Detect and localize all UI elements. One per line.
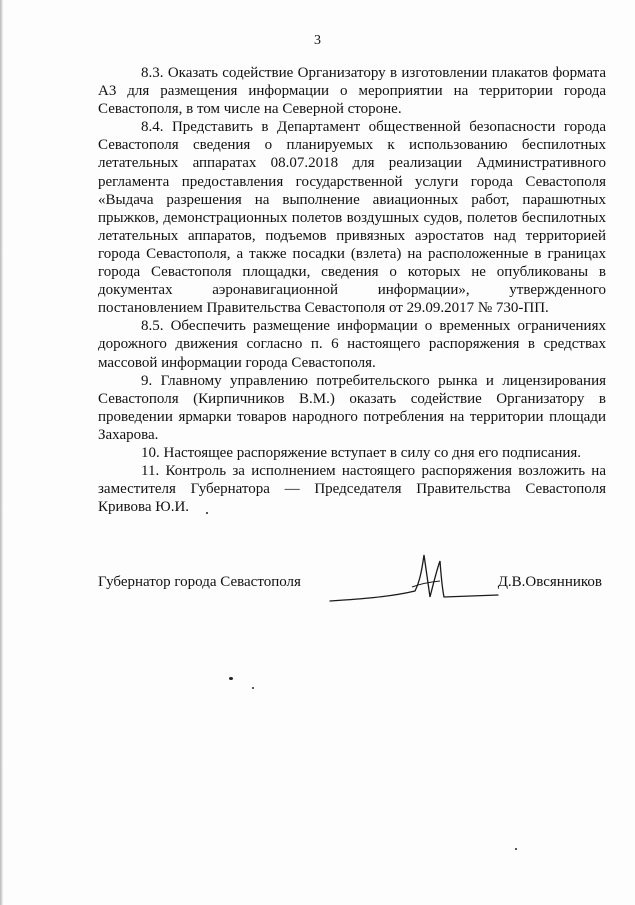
paragraph-8-3: 8.3. Оказать содействие Организатору в изготовлении плакатов формата А3 для размещения информации о мероприятии на территории города Севастополя, в том числе на Северной стороне. [98, 65, 606, 118]
signer-title: Губернатор города Севастополя [98, 574, 301, 590]
handwritten-signature [320, 551, 500, 607]
scan-edge-shadow [0, 0, 3, 905]
scan-speck [229, 677, 233, 680]
paragraph-9: 9. Главному управлению потребительского рынка и лицензирования Севастополя (Кирпичников В.М.) оказать содействие Организатору в проведении ярмарки товаров народного потребления на территории площади Захарова. [98, 372, 606, 443]
paragraph-10: 10. Настоящее распоряжение вступает в силу со дня его подписания. [141, 444, 582, 461]
page-number: 3 [314, 33, 321, 48]
paragraph-8-5: 8.5. Обеспечить размещение информации о временных ограничениях дорожного движения согласно п. 6 настоящего распоряжения в средствах массовой информации города Севастополя. [98, 318, 606, 371]
signer-name: Д.В.Овсянников [497, 574, 602, 590]
scan-speck [206, 512, 208, 514]
paragraph-11: 11. Контроль за исполнением настоящего распоряжения возложить на заместителя Губернатора — Председателя Правительства Севастополя Кривова Ю.И. [98, 463, 606, 516]
paragraph-8-4: 8.4. Представить в Департамент общественной безопасности города Севастополя сведения о планируемых к использованию беспилотных летательных аппаратах 08.07.2018 для реализации Административного регламента предоставления государственной услуги города Севастополя «Выдача разрешения на выполнение авиационных работ, парашютных прыжков, демонстрационных полетов воздушных судов, полетов беспилотных летательных аппаратов, подъемов привязных аэростатов над территорией города Севастополя, а также посадки (взлета) на расположенные в границах города Севастополя площадки, сведения о которых не опубликованы в документах аэронавигационной информации», утвержденного постановлением Правительства Севастополя от 29.09.2017 № 730-ПП. [98, 119, 606, 317]
scan-speck [515, 848, 517, 850]
document-body [98, 64, 606, 516]
signature-block [98, 571, 606, 601]
scan-speck [252, 687, 254, 689]
